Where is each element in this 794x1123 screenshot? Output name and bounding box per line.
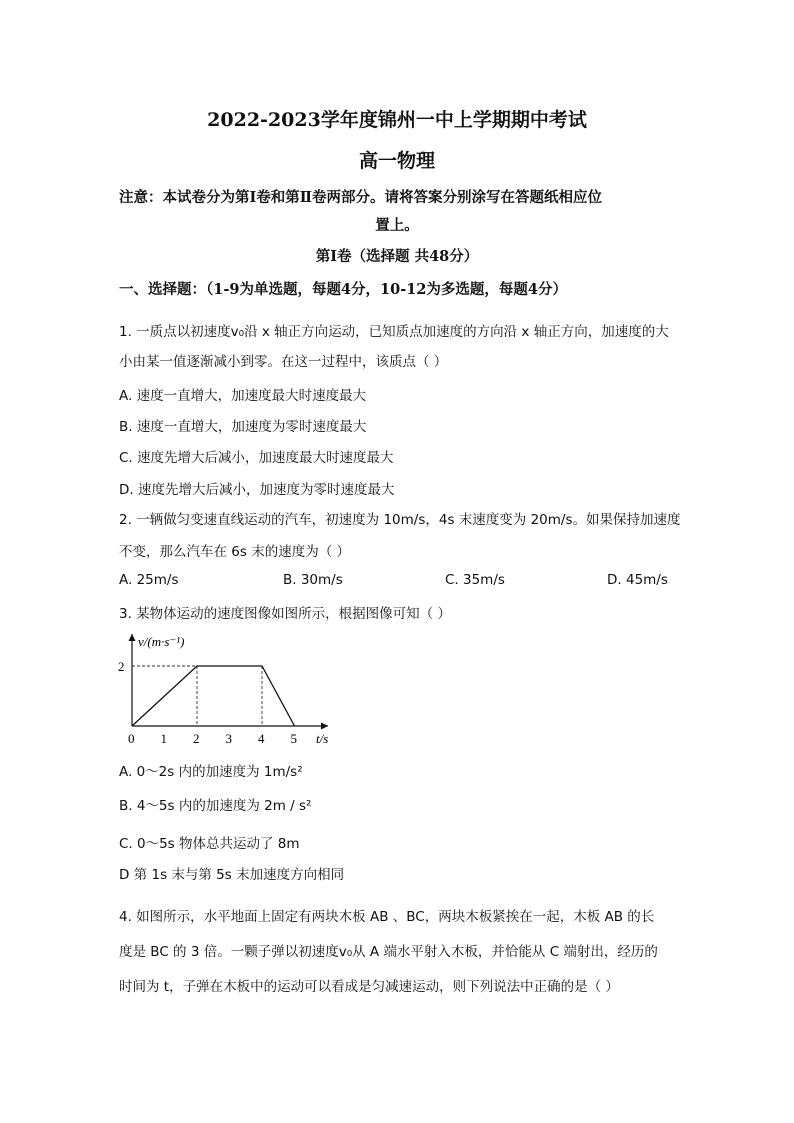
subject-title: 高一物理 xyxy=(358,150,435,172)
x-tick-label: 5 xyxy=(290,731,297,746)
q1-option-c: C. 速度先增大后减小，加速度最大时速度最大 xyxy=(119,450,394,466)
q3-option-a: A. 0～2s 内的加速度为 1m/s² xyxy=(119,764,303,780)
x-tick-label: 3 xyxy=(225,731,232,746)
q1-option-d: D. 速度先增大后减小，加速度为零时速度最大 xyxy=(119,482,395,498)
q3-option-d: D 第 1s 末与第 5s 末加速度方向相同 xyxy=(119,867,345,883)
y-tick-label: 2 xyxy=(118,659,125,674)
x-tick-label: 1 xyxy=(160,731,167,746)
q2-stem-line2: 不变，那么汽车在 6s 末的速度为（ ） xyxy=(119,544,350,560)
exam-title: 2022-2023学年度锦州一中上学期期中考试 xyxy=(207,109,587,131)
q2-option-b: B. 30m/s xyxy=(283,572,343,588)
q2-option-d: D. 45m/s xyxy=(607,572,668,588)
velocity-line xyxy=(132,666,295,726)
y-axis-label: v/(m·s⁻¹) xyxy=(138,634,185,649)
q1-option-b: B. 速度一直增大，加速度为零时速度最大 xyxy=(119,419,367,435)
q4-stem-line3: 时间为 t，子弹在木板中的运动可以看成是匀减速运动，则下列说法中正确的是（ ） xyxy=(119,979,619,995)
q1-stem-line1: 1. 一质点以初速度v₀沿 x 轴正方向运动，已知质点加速度的方向沿 x 轴正方向，加速度的大 xyxy=(119,324,669,340)
x-tick-label: 0 xyxy=(128,731,135,746)
q3-option-b: B. 4～5s 内的加速度为 2m / s² xyxy=(119,798,312,814)
q2-option-c: C. 35m/s xyxy=(445,572,505,588)
q1-option-a: A. 速度一直增大，加速度最大时速度最大 xyxy=(119,388,367,404)
part1-title: 第Ⅰ卷（选择题 共48分） xyxy=(315,248,479,265)
q2-option-a: A. 25m/s xyxy=(119,572,179,588)
q4-stem-line1: 4. 如图所示，水平地面上固定有两块木板 AB 、BC，两块木板紧挨在一起，木板 AB 的长 xyxy=(119,909,655,925)
x-tick-label: 2 xyxy=(193,731,200,746)
q3-option-c: C. 0～5s 物体总共运动了 8m xyxy=(119,836,300,852)
section-1-title: 一、选择题：（1-9为单选题，每题4分，10-12为多选题，每题4分） xyxy=(119,281,567,298)
velocity-time-graph xyxy=(110,628,350,750)
x-tick-label: 4 xyxy=(258,731,265,746)
notice-line-1: 注意：本试卷分为第Ⅰ卷和第Ⅱ卷两部分。请将答案分别涂写在答题纸相应位 xyxy=(119,189,602,206)
q4-stem-line2: 度是 BC 的 3 倍。一颗子弹以初速度v₀从 A 端水平射入木板，并恰能从 C 端射出，经历的 xyxy=(119,944,658,960)
notice-line-2: 置上。 xyxy=(375,217,419,234)
q2-stem-line1: 2. 一辆做匀变速直线运动的汽车，初速度为 10m/s，4s 末速度变为 20m/s。如果保持加速度 xyxy=(119,512,681,528)
x-axis-label: t/s xyxy=(316,731,329,746)
q1-stem-line2: 小由某一值逐渐减小到零。在这一过程中，该质点（ ） xyxy=(119,354,448,370)
q3-stem: 3. 某物体运动的速度图像如图所示，根据图像可知（ ） xyxy=(119,606,451,622)
